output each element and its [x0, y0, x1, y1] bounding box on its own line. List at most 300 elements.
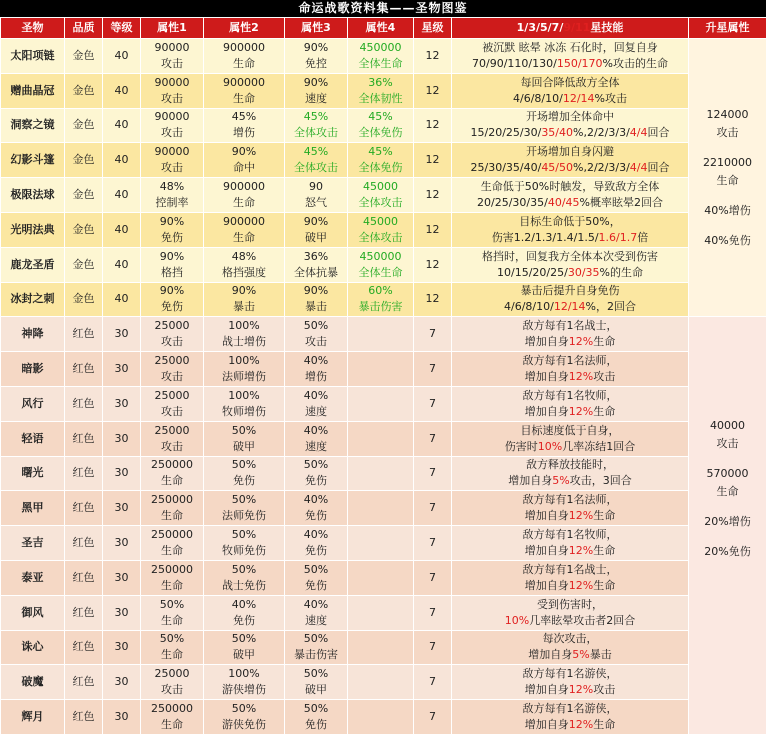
skill-line	[452, 562, 688, 578]
relic-quality: 红色	[65, 352, 103, 387]
relic-attr1	[141, 595, 204, 630]
table-row	[1, 352, 766, 387]
cell-line: 100%	[228, 354, 260, 368]
cell-line: 90%	[303, 40, 329, 54]
skill-line	[452, 40, 688, 56]
relic-star: 7	[414, 352, 452, 387]
cell-line: 免伤	[161, 230, 183, 244]
cell-line: 100%	[228, 319, 260, 333]
cell-line: 90000	[154, 75, 190, 89]
relic-attr3	[285, 421, 348, 456]
cell-line: 50%	[303, 702, 329, 716]
relic-attr2	[204, 421, 285, 456]
relic-level: 30	[103, 491, 141, 526]
skill-value-highlight: 30/35	[567, 265, 600, 279]
relic-quality: 红色	[65, 386, 103, 421]
relic-attr1	[141, 143, 204, 178]
relic-level: 40	[103, 108, 141, 143]
skill-text: 增加自身	[508, 474, 553, 488]
upgrade-attr-group	[689, 465, 766, 501]
table-row	[1, 491, 766, 526]
relic-name: 风行	[1, 386, 65, 421]
cell-line: 90	[309, 180, 323, 194]
skill-line	[452, 334, 688, 350]
cell-line: 40%	[303, 388, 329, 402]
skill-value-highlight: 4/4	[629, 126, 648, 140]
relic-quality: 红色	[65, 456, 103, 491]
cell-line: 免伤	[305, 718, 327, 732]
cell-line: 250000	[151, 528, 193, 542]
skill-text: %攻击	[594, 91, 627, 105]
relic-skill	[452, 212, 689, 247]
relic-attr4	[348, 282, 414, 317]
cell-line: 生命	[161, 474, 183, 488]
cell-line: 攻击	[161, 404, 183, 418]
upgrade-attr-group	[689, 202, 766, 220]
skill-line	[452, 717, 688, 733]
upgrade-attr-line: 20%免伤	[704, 545, 751, 559]
cell-line: 50%	[231, 702, 257, 716]
relic-skill	[452, 73, 689, 108]
upgrade-attr-line: 攻击	[716, 437, 739, 451]
cell-line: 90%	[303, 284, 329, 298]
cell-line: 40%	[303, 493, 329, 507]
skill-text: 敌方每有1名战士，	[522, 562, 618, 576]
cell-line: 90%	[231, 145, 257, 159]
table-row	[1, 456, 766, 491]
relic-level: 30	[103, 700, 141, 735]
relic-level: 30	[103, 317, 141, 352]
skill-text: 伤害1.2/1.3/1.4/1.5/	[491, 230, 599, 244]
relic-attr1	[141, 560, 204, 595]
table-row	[1, 560, 766, 595]
cell-line: 36%	[303, 249, 329, 263]
cell-line: 25000	[154, 319, 190, 333]
cell-line: 100%	[228, 388, 260, 402]
table-row	[1, 247, 766, 282]
relic-quality: 红色	[65, 595, 103, 630]
relic-star: 7	[414, 386, 452, 421]
relic-level: 40	[103, 282, 141, 317]
cell-line: 牧师免伤	[222, 544, 266, 558]
skill-text: 增加自身	[524, 683, 569, 697]
cell-line: 250000	[151, 562, 193, 576]
skill-text: 开场增加自身闪避	[526, 145, 614, 159]
relic-name: 太阳项链	[1, 39, 65, 74]
skill-line	[452, 369, 688, 385]
col-header-skill: 1/3/5/7/9/11星技能	[452, 18, 689, 39]
relic-attr4	[348, 247, 414, 282]
relic-skill	[452, 700, 689, 735]
skill-text: 每次攻击，	[542, 632, 598, 646]
relic-star: 12	[414, 39, 452, 74]
relic-quality: 金色	[65, 247, 103, 282]
relic-name: 鹿龙圣盾	[1, 247, 65, 282]
skill-value-highlight: 10%	[537, 439, 563, 453]
relic-quality: 红色	[65, 665, 103, 700]
skill-text: 20/25/30/35/	[477, 196, 548, 210]
cell-line: 40%	[303, 597, 329, 611]
relic-attr3	[285, 282, 348, 317]
skill-text: 回合	[647, 161, 670, 175]
relic-attr1	[141, 352, 204, 387]
upgrade-attr-line: 2210000	[703, 155, 752, 169]
cell-line: 40%	[303, 354, 329, 368]
upgrade-attr-group	[689, 543, 766, 561]
cell-line: 暴击伤害	[358, 300, 403, 314]
cell-line: 生命	[161, 648, 183, 662]
cell-line: 速度	[305, 404, 327, 418]
relic-quality: 金色	[65, 282, 103, 317]
cell-line: 50%	[303, 458, 329, 472]
relic-quality: 红色	[65, 630, 103, 665]
skill-text: %攻击的生命	[602, 56, 668, 70]
cell-line: 50%	[231, 562, 257, 576]
skill-text: 几率冻结1回合	[562, 439, 636, 453]
cell-line: 全体生命	[358, 265, 403, 279]
skill-line	[452, 543, 688, 559]
relic-attr4	[348, 630, 414, 665]
relic-name: 神降	[1, 317, 65, 352]
skill-text: 70/90/110/130/	[472, 56, 557, 70]
relic-star: 12	[414, 73, 452, 108]
relic-attr1	[141, 212, 204, 247]
upgrade-attr-line: 生命	[716, 173, 739, 187]
relic-attr1	[141, 421, 204, 456]
relic-skill	[452, 421, 689, 456]
relic-level: 30	[103, 456, 141, 491]
skill-line	[452, 527, 688, 543]
skill-text: 生命	[593, 544, 616, 558]
cell-line: 生命	[233, 196, 255, 210]
relic-name: 辉月	[1, 700, 65, 735]
cell-line: 增伤	[233, 126, 255, 140]
relic-attr4	[348, 526, 414, 561]
relic-attr4	[348, 178, 414, 213]
skill-text: 4/6/8/10/	[504, 300, 554, 314]
relic-skill	[452, 282, 689, 317]
skill-line	[452, 388, 688, 404]
skill-text: 25/30/35/40/	[470, 161, 542, 175]
relic-attr3	[285, 39, 348, 74]
upgrade-attr-line: 40000	[710, 419, 745, 433]
skill-value-highlight: 12%	[568, 718, 594, 732]
skill-line	[452, 682, 688, 698]
cell-line: 命中	[233, 161, 255, 175]
upgrade-attr-line: 570000	[706, 467, 749, 481]
relic-skill	[452, 39, 689, 74]
skill-line	[452, 283, 688, 299]
relic-attr4	[348, 700, 414, 735]
relic-attr2	[204, 526, 285, 561]
relic-attr3	[285, 108, 348, 143]
cell-line: 生命	[233, 91, 255, 105]
relic-attr2	[204, 73, 285, 108]
skill-text: 开场增加全体命中	[526, 110, 614, 124]
skill-value-highlight: 12%	[568, 404, 594, 418]
cell-line: 450000	[359, 40, 402, 54]
cell-line: 90%	[159, 284, 185, 298]
skill-line	[452, 613, 688, 629]
relic-attr2	[204, 630, 285, 665]
relic-attr2	[204, 282, 285, 317]
skill-text: 几率眩晕攻击者2回合	[529, 613, 636, 627]
upgrade-attributes	[689, 39, 766, 317]
cell-line: 50%	[303, 632, 329, 646]
cell-line: 法师免伤	[222, 509, 266, 523]
relic-level: 30	[103, 560, 141, 595]
cell-line: 全体生命	[358, 56, 403, 70]
relic-attr2	[204, 386, 285, 421]
cell-line: 全体攻击	[358, 196, 403, 210]
upgrade-attributes	[689, 317, 766, 735]
cell-line: 50%	[231, 493, 257, 507]
skill-text: 生命	[593, 335, 616, 349]
cell-line: 90000	[154, 110, 190, 124]
relic-name: 暗影	[1, 352, 65, 387]
skill-text: 攻击	[593, 370, 616, 384]
table-row	[1, 178, 766, 213]
relic-attr3	[285, 560, 348, 595]
skill-line	[452, 265, 688, 281]
cell-line: 免伤	[233, 474, 255, 488]
skill-value-highlight: 12%	[568, 683, 594, 697]
relic-name: 圣吉	[1, 526, 65, 561]
skill-line	[452, 160, 688, 176]
cell-line: 90%	[303, 214, 329, 228]
skill-line	[452, 404, 688, 420]
cell-line: 生命	[161, 613, 183, 627]
relic-name: 光明法典	[1, 212, 65, 247]
upgrade-attr-line: 攻击	[716, 125, 739, 139]
cell-line: 生命	[161, 578, 183, 592]
cell-line: 全体攻击	[358, 230, 403, 244]
skill-text: 暴击	[589, 648, 612, 662]
relic-quality: 红色	[65, 317, 103, 352]
relic-skill	[452, 352, 689, 387]
relic-attr4	[348, 386, 414, 421]
relic-attr4	[348, 560, 414, 595]
skill-line	[452, 214, 688, 230]
cell-line: 速度	[305, 91, 327, 105]
skill-text: 敌方每有1名游侠，	[522, 702, 618, 716]
relic-skill	[452, 386, 689, 421]
relic-name: 黑甲	[1, 491, 65, 526]
skill-line	[452, 75, 688, 91]
table-row	[1, 108, 766, 143]
relic-name: 诛心	[1, 630, 65, 665]
upgrade-attr-group	[689, 154, 766, 190]
cell-line: 50%	[231, 632, 257, 646]
cell-line: 战士免伤	[222, 578, 266, 592]
relic-name: 轻语	[1, 421, 65, 456]
relic-attr4	[348, 39, 414, 74]
cell-line: 90%	[159, 249, 185, 263]
relic-attr1	[141, 73, 204, 108]
skill-text: 每回合降低敌方全体	[520, 75, 620, 89]
cell-line: 攻击	[161, 683, 183, 697]
skill-line	[452, 195, 688, 211]
cell-line: 60%	[368, 284, 393, 298]
skill-line	[452, 578, 688, 594]
col-header-attr1: 属性1	[141, 18, 204, 39]
cell-line: 25000	[154, 354, 190, 368]
skill-text: %的生命	[599, 265, 643, 279]
skill-value-highlight: 12/14	[553, 300, 586, 314]
skill-text: 目标生命低于50%，	[519, 214, 621, 228]
relic-name: 破魔	[1, 665, 65, 700]
relic-attr4	[348, 212, 414, 247]
skill-text: 增加自身	[524, 509, 569, 523]
cell-line: 法师增伤	[222, 370, 266, 384]
skill-line	[452, 439, 688, 455]
relic-star: 12	[414, 212, 452, 247]
cell-line: 游侠增伤	[222, 683, 266, 697]
relic-attr4	[348, 491, 414, 526]
cell-line: 增伤	[305, 370, 327, 384]
cell-line: 全体免伤	[358, 126, 403, 140]
cell-line: 免伤	[305, 544, 327, 558]
cell-line: 45%	[368, 145, 393, 159]
cell-line: 900000	[223, 214, 265, 228]
cell-line: 免伤	[305, 474, 327, 488]
skill-value-highlight: 4/4	[629, 161, 648, 175]
relic-skill	[452, 317, 689, 352]
cell-line: 格挡强度	[222, 265, 266, 279]
relic-attr3	[285, 317, 348, 352]
cell-line: 50%	[303, 562, 329, 576]
skill-line	[452, 179, 688, 195]
relic-star: 7	[414, 630, 452, 665]
relic-attr1	[141, 108, 204, 143]
relic-attr2	[204, 317, 285, 352]
relic-skill	[452, 178, 689, 213]
skill-text: 增加自身	[524, 404, 569, 418]
relic-attr2	[204, 212, 285, 247]
skill-value-highlight: 12%	[568, 544, 594, 558]
skill-text: 生命	[593, 718, 616, 732]
cell-line: 90%	[231, 284, 257, 298]
skill-text: 增加自身	[524, 544, 569, 558]
cell-line: 速度	[305, 439, 327, 453]
relic-star: 7	[414, 665, 452, 700]
relic-attr3	[285, 630, 348, 665]
relic-name: 泰亚	[1, 560, 65, 595]
skill-text: 生命低于50%时触发，导致敌方全体	[480, 180, 660, 194]
skill-text: 敌方每有1名战士，	[522, 319, 618, 333]
cell-line: 破甲	[305, 230, 327, 244]
relic-attr2	[204, 560, 285, 595]
cell-line: 90%	[159, 214, 185, 228]
cell-line: 50%	[231, 528, 257, 542]
relic-attr4	[348, 108, 414, 143]
upgrade-attr-group	[689, 417, 766, 453]
relic-attr1	[141, 526, 204, 561]
skill-value-highlight: 10%	[504, 613, 530, 627]
relic-skill	[452, 456, 689, 491]
cell-line: 45%	[303, 110, 329, 124]
relic-level: 30	[103, 665, 141, 700]
relic-attr3	[285, 178, 348, 213]
skill-value-highlight: 12%	[568, 370, 594, 384]
cell-line: 暴击伤害	[294, 648, 338, 662]
skill-text: 增加自身	[524, 335, 569, 349]
table-row	[1, 212, 766, 247]
relic-name: 极限法球	[1, 178, 65, 213]
relic-name: 洞察之镜	[1, 108, 65, 143]
relic-star: 7	[414, 595, 452, 630]
skill-text: 暴击后提升自身免伤	[520, 284, 620, 298]
cell-line: 90000	[154, 145, 190, 159]
relic-level: 30	[103, 386, 141, 421]
table-row	[1, 630, 766, 665]
skill-text: 倍	[637, 230, 649, 244]
cell-line: 40%	[303, 423, 329, 437]
upgrade-attr-line: 40%免伤	[704, 233, 751, 247]
skill-text: 15/20/25/30/	[470, 126, 542, 140]
cell-line: 攻击	[161, 56, 183, 70]
relic-attr3	[285, 456, 348, 491]
skill-line	[452, 473, 688, 489]
cell-line: 90%	[303, 75, 329, 89]
relic-attr1	[141, 178, 204, 213]
cell-line: 攻击	[161, 91, 183, 105]
relic-skill	[452, 560, 689, 595]
table-row	[1, 143, 766, 178]
skill-text: 增加自身	[524, 718, 569, 732]
relic-name: 御风	[1, 595, 65, 630]
table-row	[1, 317, 766, 352]
cell-line: 全体韧性	[358, 91, 403, 105]
relic-star: 7	[414, 526, 452, 561]
cell-line: 控制率	[155, 196, 189, 210]
relic-skill	[452, 526, 689, 561]
skill-line	[452, 492, 688, 508]
cell-line: 45%	[368, 110, 393, 124]
upgrade-attr-line: 生命	[716, 485, 739, 499]
upgrade-attr-group	[689, 232, 766, 250]
relic-level: 30	[103, 526, 141, 561]
upgrade-attr-line: 20%增伤	[704, 515, 751, 529]
cell-line: 50%	[303, 667, 329, 681]
cell-line: 速度	[305, 613, 327, 627]
relic-attr2	[204, 491, 285, 526]
cell-line: 50%	[159, 597, 185, 611]
skill-value-highlight: 150/170	[556, 56, 603, 70]
relic-name: 赠曲晶冠	[1, 73, 65, 108]
skill-value-highlight: 45/50	[541, 161, 574, 175]
relic-skill	[452, 143, 689, 178]
relic-attr1	[141, 282, 204, 317]
skill-text: 增加自身	[524, 370, 569, 384]
skill-text: 敌方释放技能时，	[526, 458, 614, 472]
relic-star: 7	[414, 421, 452, 456]
skill-line	[452, 56, 688, 72]
skill-line	[452, 666, 688, 682]
relic-attr4	[348, 595, 414, 630]
relic-quality: 红色	[65, 421, 103, 456]
relic-star: 12	[414, 143, 452, 178]
skill-text: 生命	[593, 404, 616, 418]
cell-line: 攻击	[305, 335, 327, 349]
relic-attr2	[204, 178, 285, 213]
relic-level: 40	[103, 73, 141, 108]
relic-level: 40	[103, 212, 141, 247]
cell-line: 攻击	[161, 335, 183, 349]
cell-line: 全体抗暴	[294, 265, 338, 279]
skill-line	[452, 230, 688, 246]
relic-skill	[452, 595, 689, 630]
